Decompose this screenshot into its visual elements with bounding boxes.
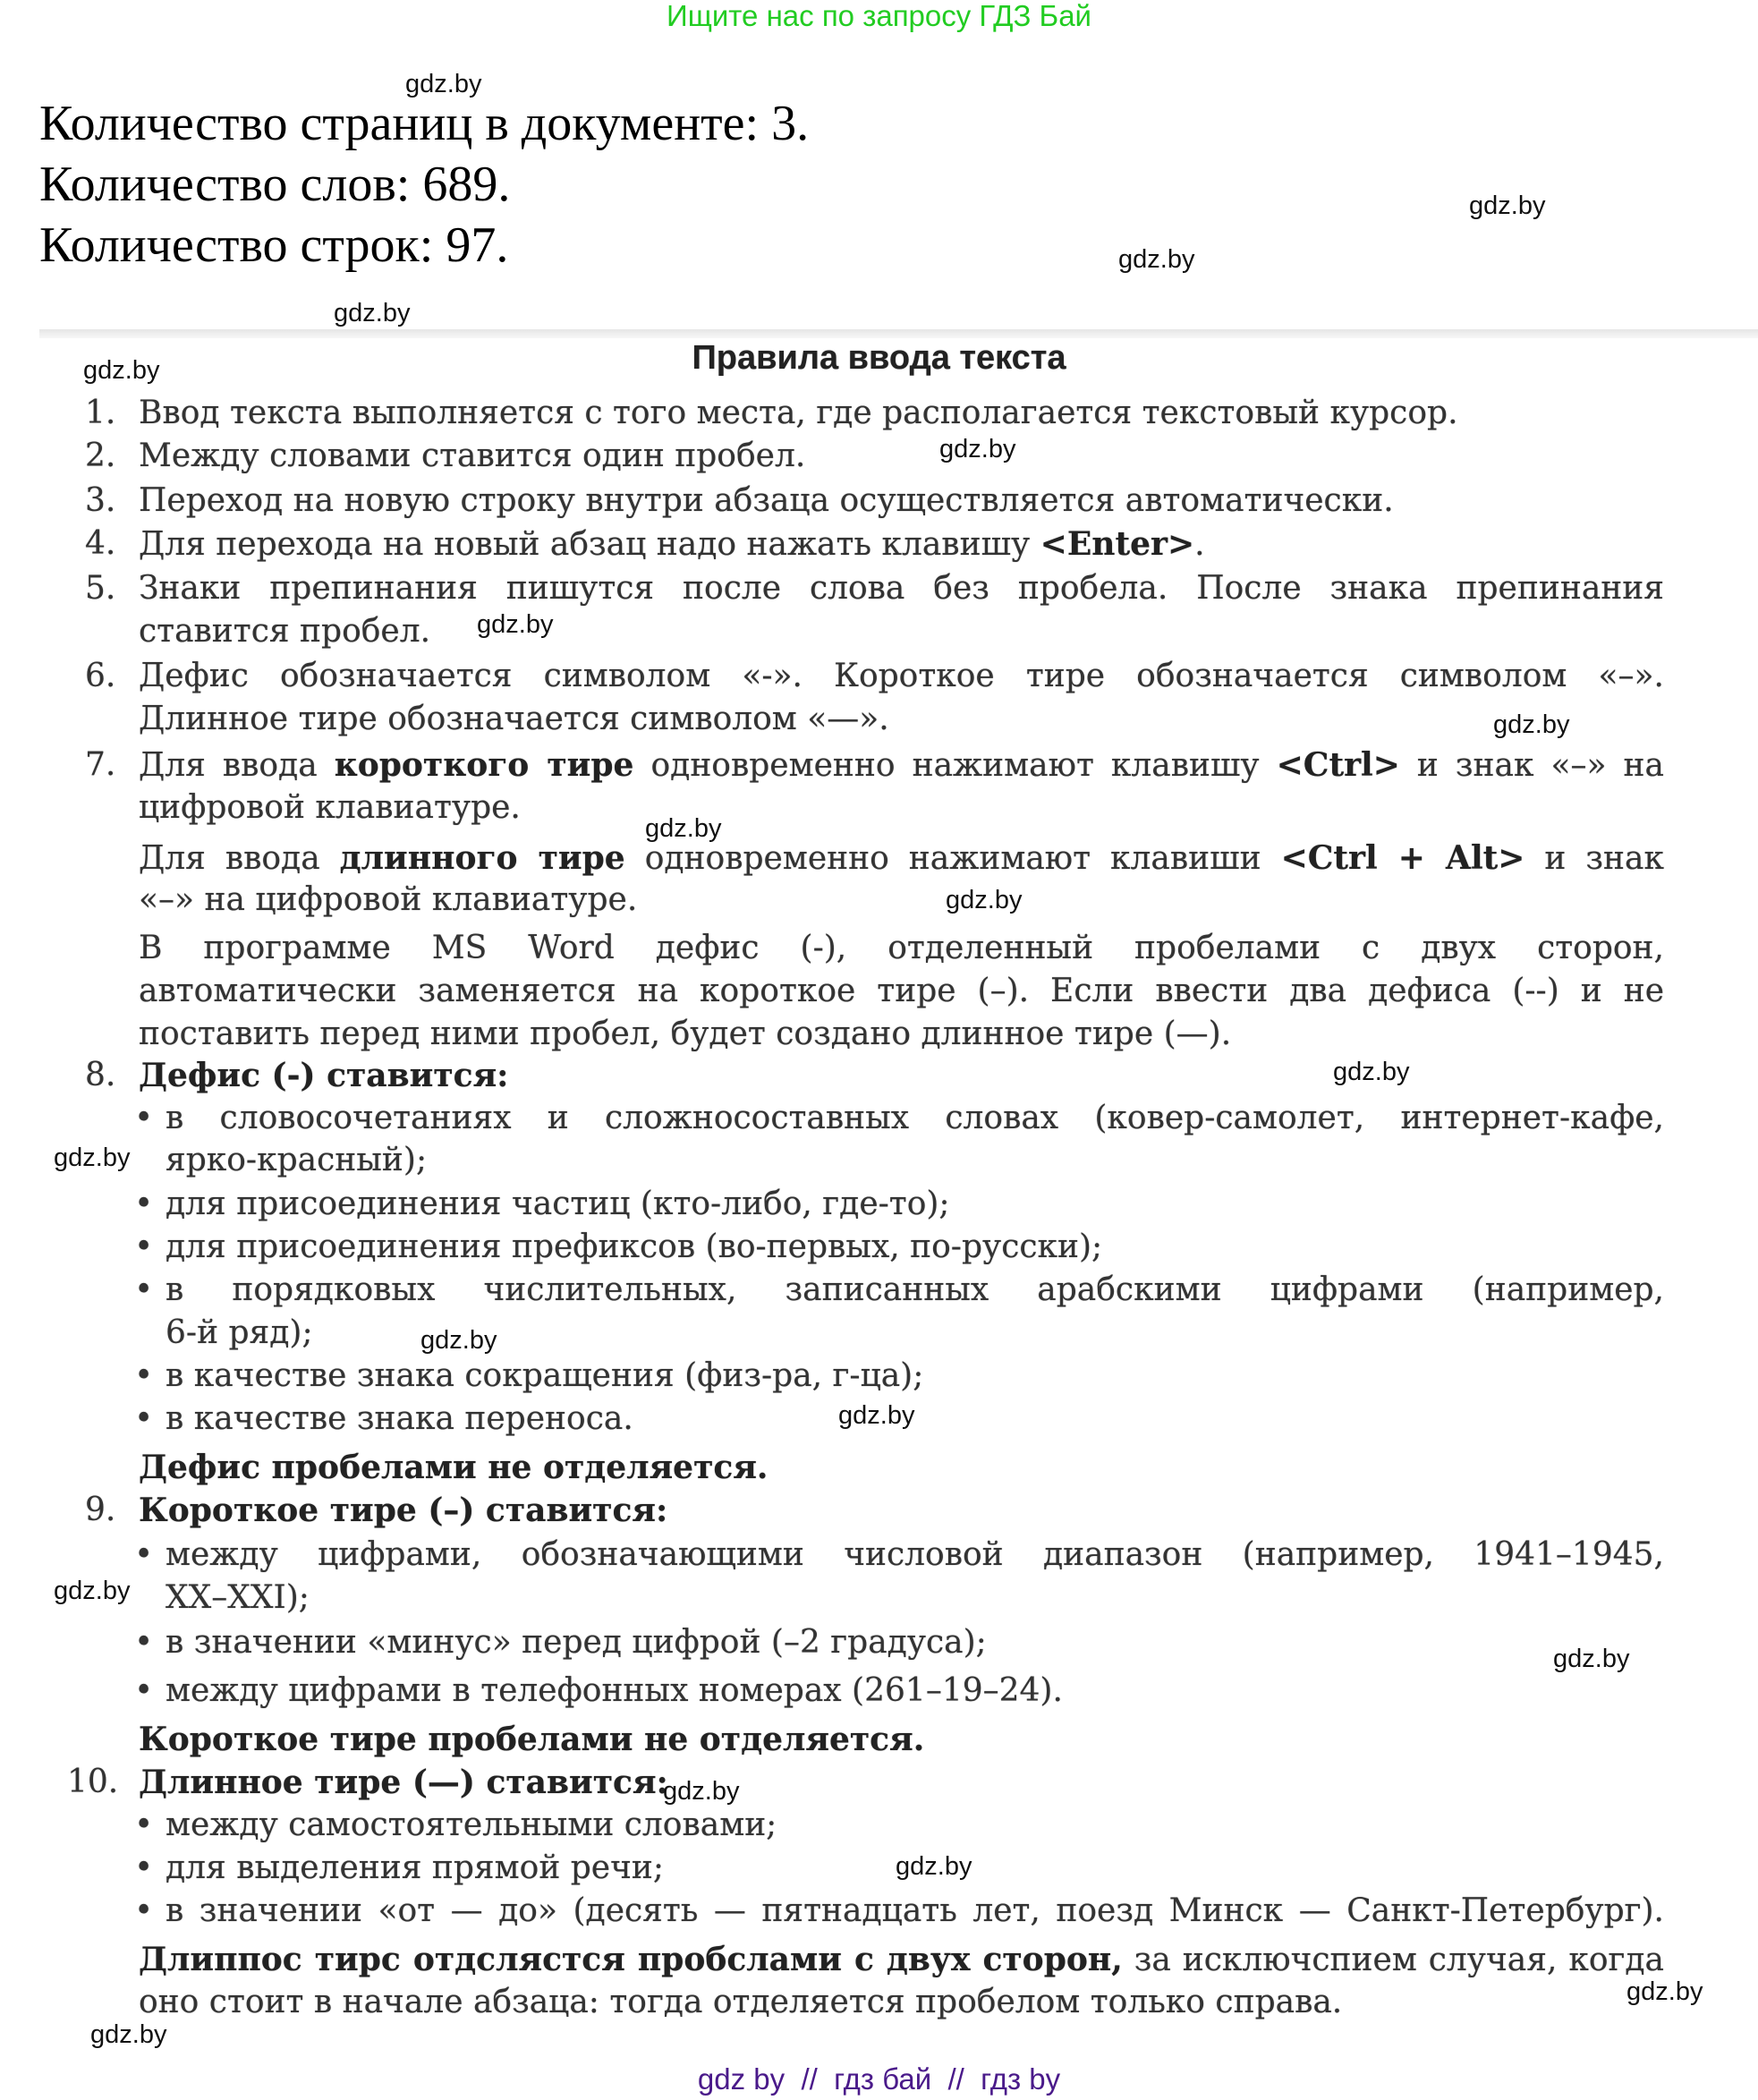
section-divider [39,329,1758,338]
watermark: gdz.by [645,814,722,843]
rule-10-bullet-1: • между самостоятельными словами; [134,1807,777,1843]
watermark: gdz.by [1493,710,1570,739]
rule-9-bullet-3: • между цифрами в телефонных номерах (261–19–24). [134,1672,1063,1709]
rule-7-p2-cont: «–» на цифровой клавиатуре. [139,881,638,918]
line-count: Количество строк: 97. [39,217,509,273]
rule-8-bullet-1: • в словосочетаниях и сложносоставных словах (ковер-самолет, интернет-кафе, [134,1100,1664,1136]
watermark: gdz.by [54,1577,131,1605]
bullet-icon: • [134,1624,154,1661]
rule-10-heading: 10. Длинное тире (—) ставится: [67,1764,668,1801]
bullet-icon: • [134,1229,154,1265]
watermark: gdz.by [54,1144,131,1172]
rule-8-heading: 8. Дефис (-) ставится: [85,1057,509,1094]
rule-6: 6. Дефис обозначается символом «-». Короткое тире обозначается символом «–». [85,658,1664,694]
rule-9-note: Короткое тире пробелами не отделяется. [139,1721,925,1758]
watermark: gdz.by [1469,191,1546,220]
bullet-icon: • [134,1357,154,1394]
rule-10-bullet-2: • для выделения прямой речи; [134,1849,665,1886]
watermark: gdz.by [1118,245,1195,274]
rule-8-note: Дефис пробелами не отделяется. [139,1449,769,1486]
rule-7-p3: В программе MS Word дефис (-), отделенный пробелами с двух сторон, [139,930,1664,966]
watermark: gdz.by [405,70,482,98]
rule-8-bullet-3: • для присоединения префиксов (во-первых, по-русски); [134,1229,1103,1265]
watermark: gdz.by [1553,1645,1630,1673]
bullet-icon: • [134,1807,154,1843]
document-stats [39,93,809,276]
rule-8-bullet-5: • в качестве знака сокращения (физ-ра, г-ца); [134,1357,924,1394]
rule-6-cont: Длинное тире обозначается символом «—». [139,701,889,737]
footer-links: gdz by // гдз бай // гдз by [697,2062,1061,2096]
bullet-icon: • [134,1849,154,1886]
rule-9-heading: 9. Короткое тире (–) ставится: [85,1492,668,1529]
rule-10-note: Длиппос тирс отдслястся пробслами с двух сторон, за исключспием случая, когда [139,1941,1664,1978]
rule-8-bullet-4-cont: 6-й ряд); [166,1314,313,1351]
rule-7-p2: Для ввода длинного тире одновременно нажимают клавиши <Ctrl + Alt> и знак [139,839,1664,877]
rule-10-bullet-3: • в значении «от — до» (десять — пятнадцать лет, поезд Минск — Санкт-Петербург). [134,1892,1664,1929]
watermark: gdz.by [896,1852,972,1881]
rule-7: 7. Для ввода короткого тире одновременно нажимают клавишу <Ctrl> и знак «–» на [85,746,1665,784]
watermark: gdz.by [83,356,160,385]
rule-1: 1. Ввод текста выполняется с того места, где располагается текстовый курсор. [85,395,1458,431]
bullet-icon: • [134,1536,154,1573]
bullet-icon: • [134,1271,154,1308]
rule-2: 2. Между словами ставится один пробел. [85,438,806,474]
watermark: gdz.by [477,610,554,639]
bullet-icon: • [134,1672,154,1709]
rule-9-bullet-1: • между цифрами, обозначающими числовой диапазон (например, 1941–1945, [134,1536,1664,1573]
rules-scan [0,338,1758,2038]
rule-8-bullet-1-cont: ярко-красный); [166,1142,428,1178]
rule-7-cont: цифровой клавиатуре. [139,789,521,826]
search-banner: Ищите нас по запросу ГДЗ Бай [667,0,1091,32]
rule-7-p3-l2: автоматически заменяется на короткое тире (–). Если ввести два дефиса (--) и не [139,973,1664,1009]
rules-title: Правила ввода текста [692,339,1066,377]
bullet-icon: • [134,1892,154,1929]
page-count: Количество страниц в документе: 3. [39,96,810,151]
watermark: gdz.by [939,435,1016,463]
rule-4: 4. Для перехода на новый абзац надо нажать клавишу <Enter>. [85,525,1205,563]
watermark: gdz.by [334,299,411,327]
bullet-icon: • [134,1400,154,1437]
rule-10-note-cont: оно стоит в начале абзаца: тогда отделяется пробелом только справа. [139,1984,1343,2020]
watermark: gdz.by [838,1401,915,1430]
watermark: gdz.by [90,2020,167,2049]
watermark: gdz.by [663,1777,740,1806]
watermark: gdz.by [1333,1058,1410,1086]
rule-7-p3-l3: поставить перед ними пробел, будет создано длинное тире (—). [139,1016,1232,1052]
rule-9-bullet-1-cont: XX–XXI); [166,1579,310,1616]
word-count: Количество слов: 689. [39,157,511,212]
bullet-icon: • [134,1100,154,1136]
rule-5-cont: ставится пробел. [139,613,431,650]
rule-8-bullet-6: • в качестве знака переноса. [134,1400,633,1437]
watermark: gdz.by [1626,1977,1703,2006]
enter-key: <Enter> [1040,525,1195,563]
rule-3: 3. Переход на новую строку внутри абзаца осуществляется автоматически. [85,482,1394,519]
bullet-icon: • [134,1186,154,1222]
rule-8-bullet-2: • для присоединения частиц (кто-либо, где-то); [134,1186,950,1222]
watermark: gdz.by [946,886,1023,914]
rule-9-bullet-2: • в значении «минус» перед цифрой (–2 градуса); [134,1624,987,1661]
rule-5: 5. Знаки препинания пишутся после слова без пробела. После знака препинания [85,570,1664,607]
rule-8-bullet-4: • в порядковых числительных, записанных арабскими цифрами (например, [134,1271,1664,1308]
watermark: gdz.by [420,1326,497,1355]
